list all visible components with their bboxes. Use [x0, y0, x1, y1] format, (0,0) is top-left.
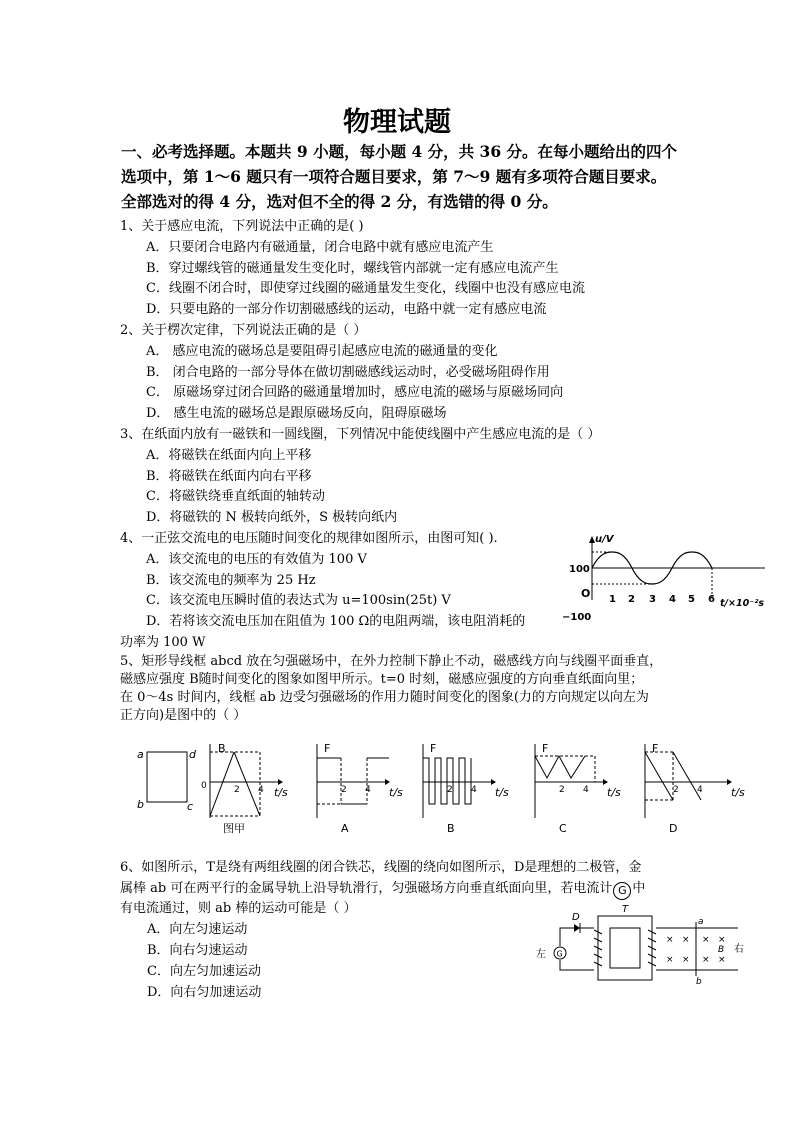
section-heading-line-2: 选项中，第 1～6 题只有一项符合题目要求，第 7～9 题有多项符合题目要求。	[121, 167, 667, 186]
question-4-option-b: B．该交流电的频率为 25 Hz	[146, 573, 316, 588]
graph-option-c	[535, 742, 621, 835]
galvanometer-icon: G	[613, 882, 631, 900]
core-label-t: T	[622, 904, 629, 915]
question-4-option-a: A．该交流电的电压的有效值为 100 V	[146, 552, 367, 567]
svg-text:b: b	[696, 977, 702, 987]
svg-text:4: 4	[258, 785, 264, 795]
graph-x-tick-3: 3	[649, 594, 656, 605]
caption-b: B	[447, 822, 455, 835]
svg-text:4: 4	[365, 785, 371, 795]
frame-abcd	[137, 748, 197, 813]
svg-text:F: F	[542, 742, 549, 755]
graph-x-tick-1: 1	[609, 594, 616, 605]
graph-x-tick-2: 2	[628, 594, 635, 605]
graph-option-b	[423, 742, 509, 835]
graph-option-a	[317, 742, 403, 835]
graph-option-d	[645, 742, 745, 835]
question-6-option-c: C．向左匀加速运动	[147, 964, 261, 979]
iron-core	[598, 916, 652, 980]
graph-x-tick-5: 5	[688, 594, 695, 605]
svg-text:G: G	[556, 949, 563, 959]
question-4-option-d: D．若将该交流电压加在阻值为 100 Ω的电阻两端，该电阻消耗的	[146, 614, 526, 629]
question-6-stem-line-2-tail: 中	[632, 881, 646, 896]
svg-text:c: c	[187, 800, 194, 813]
question-5-stem-line-2: 磁感应强度 B随时间变化的图象如图甲所示。t=0 时刻，磁感应强度的方向垂直纸面向里；	[120, 672, 644, 687]
question-1-stem: 1、关于感应电流，下列说法中正确的是( )	[120, 219, 364, 234]
question-1-option-d: D．只要电路的一部分作切割磁感线的运动，电路中就一定有感应电流	[146, 302, 547, 317]
svg-text:0: 0	[201, 781, 207, 791]
svg-text:d: d	[189, 748, 196, 761]
svg-text:4: 4	[471, 785, 477, 795]
svg-text:t/s: t/s	[274, 786, 288, 799]
svg-text:t/s: t/s	[495, 786, 509, 799]
question-3-option-b: B．将磁铁在纸面内向右平移	[146, 469, 312, 484]
caption-d: D	[669, 822, 678, 835]
svg-text:×: ×	[666, 935, 674, 945]
question-6-option-d: D．向右匀加速运动	[147, 985, 262, 1000]
svg-text:F: F	[652, 742, 659, 755]
graph-x-label: t/×10⁻²s	[720, 598, 765, 609]
question-5-stem-line-1: 5、矩形导线框 abcd 放在匀强磁场中，在外力控制下静止不动，磁感线方向与线圈平面垂直，	[120, 654, 663, 669]
section-heading-line-1: 一、必考选择题。本题共 9 小题，每小题 4 分，共 36 分。在每小题给出的四个	[121, 142, 678, 161]
svg-text:2: 2	[234, 785, 240, 795]
svg-text:4: 4	[583, 785, 589, 795]
field-label-b: B	[718, 945, 725, 955]
question-5-stem-line-3: 在 0～4s 时间内，线框 ab 边受匀强磁场的作用力随时间变化的图象(力的方向规定以向左为	[120, 690, 649, 705]
svg-text:F: F	[430, 742, 437, 755]
caption-jia: 图甲	[223, 822, 245, 835]
question-6-option-b: B．向右匀速运动	[147, 943, 248, 958]
svg-text:2: 2	[673, 785, 679, 795]
question-3-option-a: A．将磁铁在纸面内向上平移	[146, 448, 312, 463]
question-3-stem: 3、在纸面内放有一磁铁和一圆线圈，下列情况中能使线圈中产生感应电流的是（ ）	[120, 427, 601, 442]
graph-x-tick-4: 4	[669, 594, 676, 605]
question-6-stem-line-3: 有电流通过，则 ab 棒的运动可能是（ ）	[120, 901, 357, 916]
graph-y-max-label: 100	[569, 564, 590, 575]
question-2-stem: 2、关于楞次定律，下列说法正确的是（ ）	[120, 323, 367, 338]
section-heading-line-3: 全部选对的得 4 分，选对但不全的得 2 分，有选错的得 0 分。	[121, 192, 558, 211]
svg-text:4: 4	[697, 785, 703, 795]
question-6-stem-line-2-text: 属棒 ab 可在两平行的金属导轨上沿导轨滑行，匀强磁场方向垂直纸面向里，若电流计	[120, 881, 613, 896]
svg-text:a: a	[698, 917, 704, 927]
graph-jia-b-t	[201, 742, 288, 835]
question-3-option-d: D．将磁铁的 N 极转向纸外，S 极转向纸内	[146, 510, 398, 525]
svg-text:×: ×	[702, 935, 710, 945]
label-right: 右	[734, 944, 744, 955]
question-5-figures	[125, 738, 745, 838]
question-2-option-c: C． 原磁场穿过闭合回路的磁通量增加时，感应电流的磁场与原磁场同向	[146, 385, 564, 400]
caption-a: A	[341, 822, 349, 835]
svg-text:2: 2	[447, 785, 453, 795]
question-1-option-c: C．线圈不闭合时，即使穿过线圈的磁通量发生变化，线圈中也没有感应电流	[146, 281, 585, 296]
question-5-stem-line-4: 正方向)是图中的（ ）	[120, 708, 247, 723]
question-1-option-b: B．穿过螺线管的磁通量发生变化时，螺线管内部就一定有感应电流产生	[146, 261, 559, 276]
question-2-option-d: D． 感生电流的磁场总是跟原磁场反向，阻碍原磁场	[146, 406, 447, 421]
svg-text:×: ×	[702, 955, 710, 965]
question-6-stem-line-1: 6、如图所示，T是绕有两组线圈的闭合铁芯，线圈的绕向如图所示，D是理想的二极管，金	[120, 860, 642, 875]
svg-text:×: ×	[718, 935, 726, 945]
question-4-option-d-continued: 功率为 100 W	[120, 635, 206, 650]
voltage-time-graph	[560, 530, 770, 638]
svg-text:b: b	[137, 798, 144, 811]
graph-origin-label: O	[581, 587, 591, 600]
question-2-option-b: B． 闭合电路的一部分导体在做切割磁感线运动时，必受磁场阻碍作用	[146, 365, 550, 380]
svg-text:t/s: t/s	[731, 786, 745, 799]
svg-text:×: ×	[718, 955, 726, 965]
question-3-option-c: C．将磁铁绕垂直纸面的轴转动	[146, 489, 325, 504]
svg-text:×: ×	[682, 935, 690, 945]
svg-text:×: ×	[682, 955, 690, 965]
svg-text:2: 2	[341, 785, 347, 795]
graph-x-tick-6: 6	[708, 594, 715, 605]
svg-text:a: a	[137, 748, 144, 761]
caption-c: C	[559, 822, 567, 835]
svg-text:×: ×	[666, 955, 674, 965]
question-6-option-a: A．向左匀速运动	[147, 922, 248, 937]
svg-text:F: F	[324, 742, 331, 755]
svg-text:t/s: t/s	[389, 786, 403, 799]
svg-text:B: B	[218, 742, 226, 755]
transformer-circuit-figure	[530, 898, 760, 990]
question-1-option-a: A．只要闭合电路内有磁通量，闭合电路中就有感应电流产生	[146, 240, 494, 255]
svg-text:2: 2	[559, 785, 565, 795]
label-left: 左	[536, 949, 546, 960]
diode	[574, 924, 580, 932]
question-4-stem: 4、一正弦交流电的电压随时间变化的规律如图所示，由图可知( ).	[120, 531, 498, 546]
page-title: 物理试题	[343, 107, 451, 138]
question-4-option-c: C．该交流电压瞬时值的表达式为 u=100sin(25t) V	[146, 593, 451, 608]
svg-text:t/s: t/s	[607, 786, 621, 799]
graph-y-min-label: −100	[562, 612, 592, 623]
question-2-option-a: A． 感应电流的磁场总是要阻碍引起感应电流的磁通量的变化	[146, 344, 498, 359]
diode-label: D	[572, 912, 580, 923]
graph-y-label: u/V	[595, 534, 614, 545]
